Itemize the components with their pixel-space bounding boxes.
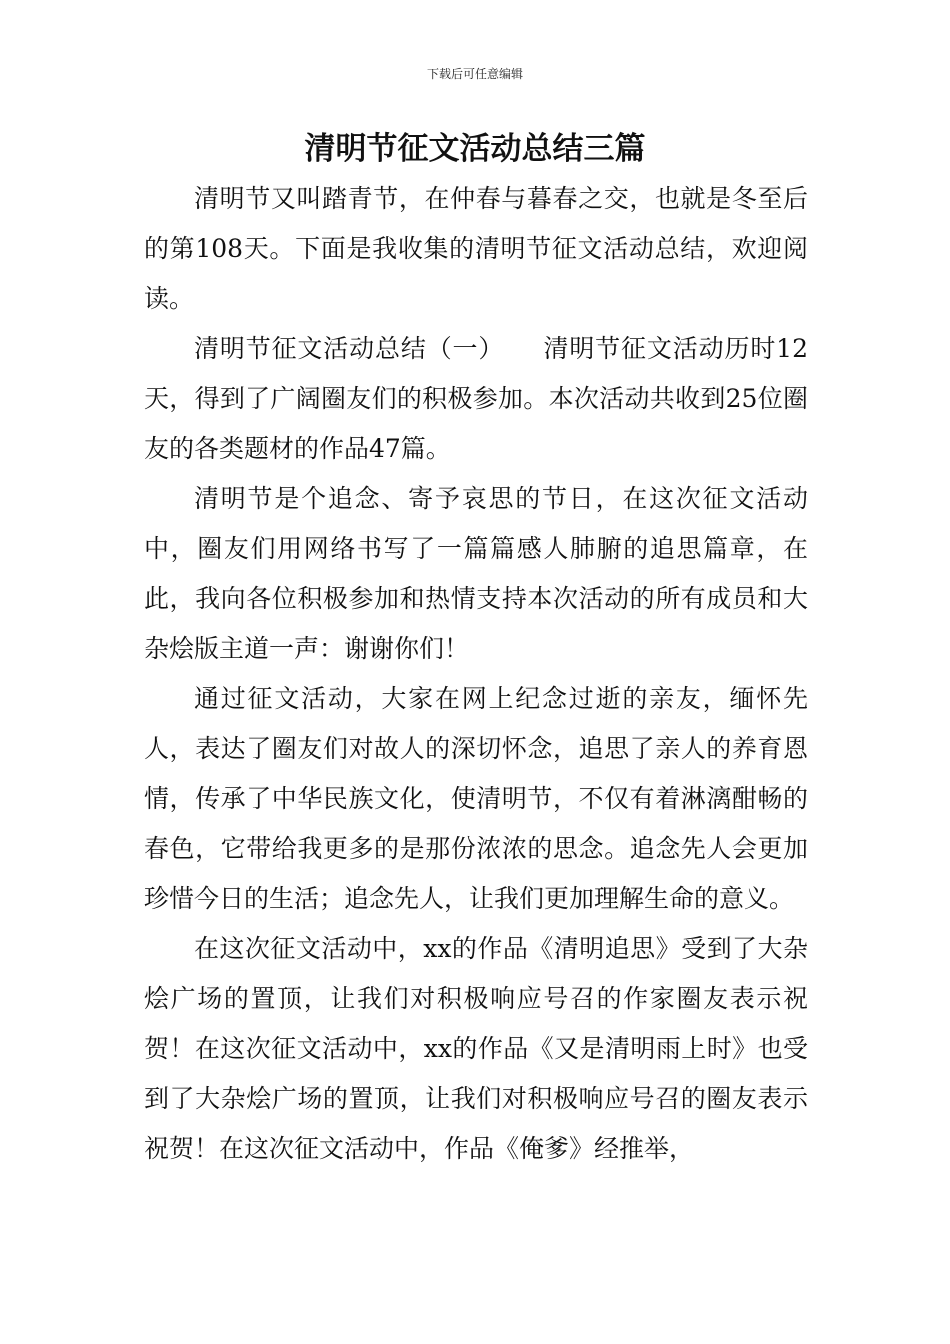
paragraph-remembrance: 通过征文活动，大家在网上纪念过逝的亲友，缅怀先人，表达了圈友们对故人的深切怀念，追思了亲人的养育恩情，传承了中华民族文化，使清明节，不仅有着淋漓酣畅的春色，它带给我更多的是那份浓浓的思念。追念先人会更加珍惜今日的生活；追念先人，让我们更加理解生命的意义。 [144,684,808,913]
paragraph-intro: 清明节又叫踏青节，在仲春与暮春之交，也就是冬至后的第108天。下面是我收集的清明节征文活动总结，欢迎阅读。 [144,184,808,313]
page-header-note: 下载后可任意编辑 [426,67,523,81]
document-title: 清明节征文活动总结三篇 [304,131,646,167]
paragraph-featured-works: 在这次征文活动中，xx的作品《清明追思》受到了大杂烩广场的置顶，让我们对积极响应号召的作家圈友表示祝贺！在这次征文活动中，xx的作品《又是清明雨上时》也受到了大杂烩广场的置顶，让我们对积极响应号召的圈友表示祝贺！在这次征文活动中，作品《俺爹》经推举， [144,934,808,1163]
paragraph-thanks: 清明节是个追念、寄予哀思的节日，在这次征文活动中，圈友们用网络书写了一篇篇感人肺腑的追思篇章，在此，我向各位积极参加和热情支持本次活动的所有成员和大杂烩版主道一声：谢谢你们！ [144,484,808,663]
paragraph-summary-one: 清明节征文活动总结（一） 清明节征文活动历时12天，得到了广阔圈友们的积极参加。本次活动共收到25位圈友的各类题材的作品47篇。 [144,334,808,463]
document-body [144,174,808,1174]
